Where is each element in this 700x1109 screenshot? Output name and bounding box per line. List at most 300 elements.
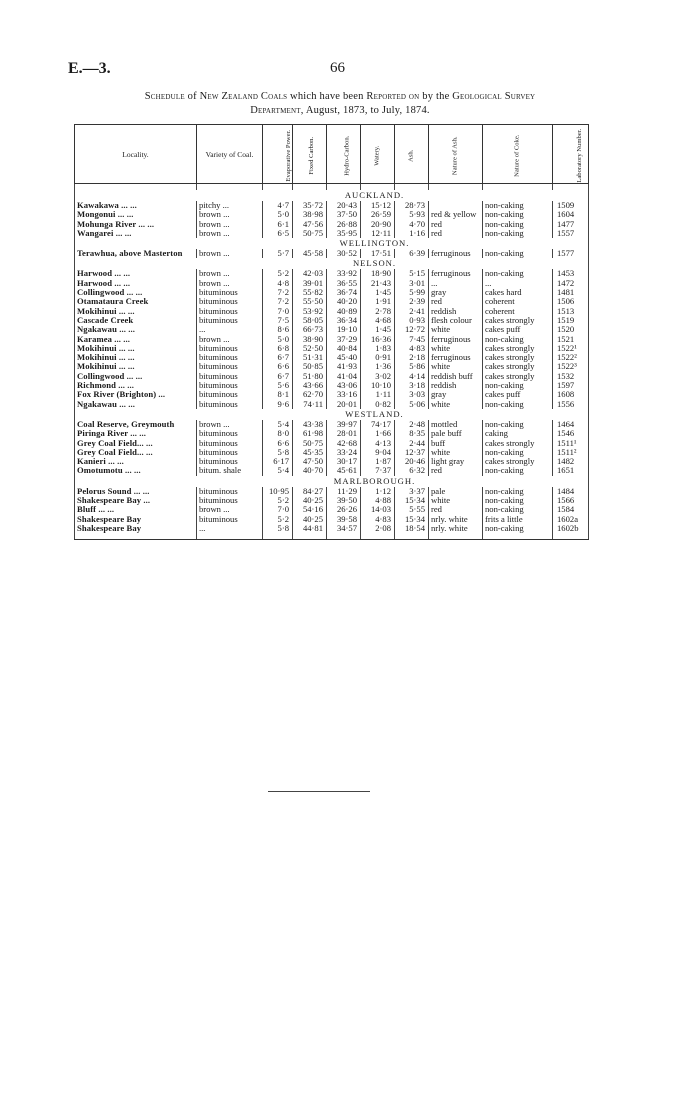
cell-lab-number: 1556 [553, 400, 589, 409]
cell-nature-ash: red [429, 505, 483, 514]
cell-ash: 2·41 [395, 307, 429, 316]
title-word: of [187, 91, 197, 102]
cell-nature-coke: coherent [483, 307, 553, 316]
cell-fixed-carbon: 43·66 [293, 381, 327, 390]
cell-nature-coke: cakes strongly [483, 439, 553, 448]
cell-nature-coke: cakes hard [483, 288, 553, 297]
col-header-locality: Locality. [75, 125, 197, 184]
cell-nature-coke: non-caking [483, 448, 553, 457]
table-row [75, 372, 589, 381]
cell-hydrocarbon: 33·92 [327, 269, 361, 278]
cell-hydrocarbon: 39·58 [327, 515, 361, 524]
cell-watery: 1·11 [361, 390, 395, 399]
cell-variety: brown ... [197, 420, 263, 429]
cell-hydrocarbon: 43·06 [327, 381, 361, 390]
cell-lab-number: 1532 [553, 372, 589, 381]
cell-evaporative: 6·7 [263, 353, 293, 362]
cell-nature-ash: ferruginous [429, 353, 483, 362]
cell-evaporative: 6·8 [263, 344, 293, 353]
cell-locality: Coal Reserve, Greymouth [75, 420, 197, 429]
cell-lab-number: 1522³ [553, 362, 589, 371]
cell-hydrocarbon: 39·97 [327, 420, 361, 429]
table-body [75, 184, 589, 540]
col-header-label: Nature of Coke. [513, 134, 521, 177]
cell-watery: 1·91 [361, 297, 395, 306]
document-title [60, 90, 620, 118]
cell-ash: 3·03 [395, 390, 429, 399]
cell-variety: bituminous [197, 487, 263, 496]
cell-watery: 1·87 [361, 457, 395, 466]
cell-evaporative: 6·6 [263, 439, 293, 448]
cell-variety: brown ... [197, 249, 263, 258]
title-word: New Zealand Coals [199, 91, 288, 102]
cell-variety: bituminous [197, 457, 263, 466]
cell-variety: brown ... [197, 220, 263, 229]
cell-lab-number: 1522¹ [553, 344, 589, 353]
cell-watery: 12·11 [361, 229, 395, 238]
cell-evaporative: 7·0 [263, 307, 293, 316]
col-header-nature-ash [429, 125, 483, 184]
table-row [75, 249, 589, 258]
cell-lab-number: 1453 [553, 269, 589, 278]
cell-evaporative: 10·95 [263, 487, 293, 496]
cell-hydrocarbon: 40·89 [327, 307, 361, 316]
table-row [75, 362, 589, 371]
cell-variety: bituminous [197, 400, 263, 409]
cell-hydrocarbon: 34·57 [327, 524, 361, 533]
cell-nature-coke: non-caking [483, 201, 553, 210]
cell-evaporative: 8·1 [263, 390, 293, 399]
cell-watery: 2·78 [361, 307, 395, 316]
col-header-evaporative [263, 125, 293, 184]
cell-ash: 0·93 [395, 316, 429, 325]
cell-locality: Mokihinui ... ... [75, 353, 197, 362]
cell-ash: 5·99 [395, 288, 429, 297]
cell-ash: 20·46 [395, 457, 429, 466]
cell-variety: brown ... [197, 505, 263, 514]
cell-watery: 74·17 [361, 420, 395, 429]
cell-nature-coke: cakes strongly [483, 353, 553, 362]
cell-hydrocarbon: 19·10 [327, 325, 361, 334]
cell-evaporative: 5·4 [263, 466, 293, 475]
table-row [75, 524, 589, 533]
cell-locality: Terawhua, above Masterton [75, 249, 197, 258]
cell-watery: 4·88 [361, 496, 395, 505]
cell-fixed-carbon: 61·98 [293, 429, 327, 438]
cell-locality: Harwood ... ... [75, 269, 197, 278]
cell-locality: Omotumotu ... ... [75, 466, 197, 475]
cell-nature-ash: gray [429, 288, 483, 297]
cell-nature-coke: non-caking [483, 220, 553, 229]
cell-variety: brown ... [197, 279, 263, 288]
cell-variety: brown ... [197, 335, 263, 344]
cell-ash: 12·72 [395, 325, 429, 334]
cell-variety: bitum. shale [197, 466, 263, 475]
col-header-lab-number [553, 125, 589, 184]
cell-lab-number: 1519 [553, 316, 589, 325]
table-row [75, 229, 589, 238]
cell-fixed-carbon: 55·82 [293, 288, 327, 297]
cell-lab-number: 1602b [553, 524, 589, 533]
cell-variety: bituminous [197, 344, 263, 353]
cell-evaporative: 8·0 [263, 429, 293, 438]
cell-fixed-carbon: 45·58 [293, 249, 327, 258]
cell-watery: 18·90 [361, 269, 395, 278]
cell-variety: pitchy ... [197, 201, 263, 210]
cell-hydrocarbon: 36·55 [327, 279, 361, 288]
cell-nature-ash: pale [429, 487, 483, 496]
cell-lab-number: 1482 [553, 457, 589, 466]
cell-watery: 3·02 [361, 372, 395, 381]
cell-lab-number: 1477 [553, 220, 589, 229]
cell-fixed-carbon: 44·81 [293, 524, 327, 533]
table-row [75, 353, 589, 362]
cell-locality: Piringa River ... ... [75, 429, 197, 438]
cell-nature-ash: pale buff [429, 429, 483, 438]
cell-watery: 15·12 [361, 201, 395, 210]
cell-lab-number: 1464 [553, 420, 589, 429]
cell-variety: bituminous [197, 288, 263, 297]
cell-locality: Mohunga River ... ... [75, 220, 197, 229]
cell-lab-number: 1509 [553, 201, 589, 210]
cell-lab-number: 1481 [553, 288, 589, 297]
cell-watery: 20·90 [361, 220, 395, 229]
cell-variety: bituminous [197, 381, 263, 390]
cell-fixed-carbon: 55·50 [293, 297, 327, 306]
cell-lab-number: 1566 [553, 496, 589, 505]
cell-variety: bituminous [197, 372, 263, 381]
cell-nature-coke: non-caking [483, 249, 553, 258]
cell-locality: Shakespeare Bay [75, 524, 197, 533]
cell-fixed-carbon: 45·35 [293, 448, 327, 457]
cell-nature-ash: light gray [429, 457, 483, 466]
col-header-label: Laboratory Number. [576, 128, 584, 183]
cell-nature-ash: red & yellow [429, 210, 483, 219]
cell-watery: 4·68 [361, 316, 395, 325]
cell-locality: Shakespeare Bay ... [75, 496, 197, 505]
table-row [75, 325, 589, 334]
cell-evaporative: 5·0 [263, 335, 293, 344]
table-row [75, 220, 589, 229]
cell-nature-ash [429, 201, 483, 210]
cell-locality: Pelorus Sound ... ... [75, 487, 197, 496]
cell-nature-coke: cakes strongly [483, 362, 553, 371]
cell-locality: Fox River (Brighton) ... [75, 390, 197, 399]
cell-locality: Grey Coal Field... ... [75, 448, 197, 457]
table-row [75, 316, 589, 325]
cell-ash: 28·73 [395, 201, 429, 210]
cell-hydrocarbon: 39·50 [327, 496, 361, 505]
cell-variety: ... [197, 325, 263, 334]
cell-variety: bituminous [197, 316, 263, 325]
cell-locality: Mokihinui ... ... [75, 362, 197, 371]
cell-fixed-carbon: 47·50 [293, 457, 327, 466]
cell-nature-coke: non-caking [483, 400, 553, 409]
region-row [75, 238, 589, 249]
cell-hydrocarbon: 33·16 [327, 390, 361, 399]
table-row [75, 201, 589, 210]
cell-nature-ash: ferruginous [429, 269, 483, 278]
cell-evaporative: 5·4 [263, 420, 293, 429]
cell-lab-number: 1546 [553, 429, 589, 438]
cell-fixed-carbon: 42·03 [293, 269, 327, 278]
cell-lab-number: 1520 [553, 325, 589, 334]
table-row [75, 400, 589, 409]
region-row [75, 258, 589, 269]
cell-variety: bituminous [197, 353, 263, 362]
cell-variety: brown ... [197, 229, 263, 238]
cell-nature-ash: red [429, 220, 483, 229]
cell-nature-ash: white [429, 344, 483, 353]
cell-fixed-carbon: 50·75 [293, 439, 327, 448]
cell-nature-ash: buff [429, 439, 483, 448]
table-row [75, 390, 589, 399]
cell-lab-number: 1513 [553, 307, 589, 316]
cell-locality: Mokihinui ... ... [75, 344, 197, 353]
cell-watery: 10·10 [361, 381, 395, 390]
cell-variety: bituminous [197, 307, 263, 316]
cell-locality: Kawakawa ... ... [75, 201, 197, 210]
cell-locality: Collingwood ... ... [75, 288, 197, 297]
cell-nature-coke: cakes strongly [483, 316, 553, 325]
cell-ash: 3·18 [395, 381, 429, 390]
cell-nature-coke: non-caking [483, 269, 553, 278]
cell-locality: Otamataura Creek [75, 297, 197, 306]
cell-variety: brown ... [197, 210, 263, 219]
cell-nature-ash: mottled [429, 420, 483, 429]
cell-nature-coke: cakes puff [483, 390, 553, 399]
cell-nature-coke: non-caking [483, 505, 553, 514]
cell-hydrocarbon: 41·93 [327, 362, 361, 371]
cell-ash: 2·18 [395, 353, 429, 362]
cell-variety: bituminous [197, 429, 263, 438]
cell-watery: 1·45 [361, 325, 395, 334]
cell-evaporative: 7·2 [263, 288, 293, 297]
cell-watery: 1·83 [361, 344, 395, 353]
cell-nature-ash: ferruginous [429, 335, 483, 344]
cell-nature-ash: white [429, 362, 483, 371]
cell-hydrocarbon: 30·17 [327, 457, 361, 466]
cell-nature-ash: red [429, 229, 483, 238]
col-header-nature-coke [483, 125, 553, 184]
cell-fixed-carbon: 40·25 [293, 496, 327, 505]
table-row [75, 429, 589, 438]
cell-ash: 4·14 [395, 372, 429, 381]
cell-ash: 5·06 [395, 400, 429, 409]
cell-fixed-carbon: 39·01 [293, 279, 327, 288]
cell-nature-ash: flesh colour [429, 316, 483, 325]
region-heading: MARLBOROUGH. [333, 475, 416, 486]
cell-ash: 15·34 [395, 496, 429, 505]
cell-nature-coke: non-caking [483, 466, 553, 475]
cell-evaporative: 7·0 [263, 505, 293, 514]
cell-variety: bituminous [197, 390, 263, 399]
cell-nature-coke: non-caking [483, 381, 553, 390]
cell-hydrocarbon: 11·29 [327, 487, 361, 496]
cell-lab-number: 1604 [553, 210, 589, 219]
cell-watery: 26·59 [361, 210, 395, 219]
cell-hydrocarbon: 28·01 [327, 429, 361, 438]
table-row [75, 439, 589, 448]
cell-nature-ash: red [429, 466, 483, 475]
col-header-label: Fixed Carbon. [308, 136, 316, 175]
cell-locality: Karamea ... ... [75, 335, 197, 344]
cell-fixed-carbon: 84·27 [293, 487, 327, 496]
cell-nature-coke: ... [483, 279, 553, 288]
cell-ash: 2·44 [395, 439, 429, 448]
closing-rule [268, 791, 370, 792]
cell-nature-coke: non-caking [483, 229, 553, 238]
cell-fixed-carbon: 54·16 [293, 505, 327, 514]
cell-evaporative: 5·2 [263, 269, 293, 278]
cell-variety: bituminous [197, 496, 263, 505]
table-row [75, 288, 589, 297]
cell-lab-number: 1511² [553, 448, 589, 457]
table-row [75, 269, 589, 278]
cell-fixed-carbon: 53·92 [293, 307, 327, 316]
cell-ash: 5·15 [395, 269, 429, 278]
cell-watery: 9·04 [361, 448, 395, 457]
cell-nature-ash: white [429, 400, 483, 409]
page-number: 66 [330, 60, 345, 76]
cell-hydrocarbon: 40·20 [327, 297, 361, 306]
cell-fixed-carbon: 40·25 [293, 515, 327, 524]
cell-nature-ash: red [429, 297, 483, 306]
cell-locality: Richmond ... ... [75, 381, 197, 390]
cell-evaporative: 5·6 [263, 381, 293, 390]
title-word: August, 1873, to July, 1874. [305, 105, 430, 116]
table-row [75, 297, 589, 306]
cell-nature-coke: cakes puff [483, 325, 553, 334]
cell-ash: 5·93 [395, 210, 429, 219]
title-word: Reported on [366, 91, 420, 102]
cell-fixed-carbon: 47·56 [293, 220, 327, 229]
cell-lab-number: 1522² [553, 353, 589, 362]
cell-evaporative: 8·6 [263, 325, 293, 334]
cell-watery: 16·36 [361, 335, 395, 344]
cell-ash: 4·83 [395, 344, 429, 353]
table-bottom-border [75, 533, 589, 540]
cell-hydrocarbon: 42·68 [327, 439, 361, 448]
cell-lab-number: 1651 [553, 466, 589, 475]
cell-nature-ash: nrly. white [429, 515, 483, 524]
cell-fixed-carbon: 62·70 [293, 390, 327, 399]
region-heading: NELSON. [352, 258, 397, 269]
cell-watery: 1·12 [361, 487, 395, 496]
cell-ash: 12·37 [395, 448, 429, 457]
cell-lab-number: 1472 [553, 279, 589, 288]
cell-watery: 17·51 [361, 249, 395, 258]
cell-hydrocarbon: 20·01 [327, 400, 361, 409]
cell-evaporative: 5·7 [263, 249, 293, 258]
cell-variety: ... [197, 524, 263, 533]
table-row [75, 487, 589, 496]
coal-schedule-table-wrapper [74, 124, 588, 540]
cell-hydrocarbon: 26·26 [327, 505, 361, 514]
cell-ash: 18·54 [395, 524, 429, 533]
cell-nature-coke: non-caking [483, 335, 553, 344]
cell-ash: 1·16 [395, 229, 429, 238]
cell-nature-coke: non-caking [483, 524, 553, 533]
col-header-ash [395, 125, 429, 184]
cell-nature-ash: white [429, 496, 483, 505]
cell-lab-number: 1597 [553, 381, 589, 390]
cell-hydrocarbon: 33·24 [327, 448, 361, 457]
cell-ash: 7·45 [395, 335, 429, 344]
region-row [75, 476, 589, 487]
cell-hydrocarbon: 36·74 [327, 288, 361, 297]
col-header-label: Watery. [373, 145, 381, 166]
cell-watery: 1·66 [361, 429, 395, 438]
cell-nature-ash: white [429, 448, 483, 457]
cell-evaporative: 5·2 [263, 496, 293, 505]
coal-schedule-table [74, 124, 589, 540]
cell-evaporative: 6·17 [263, 457, 293, 466]
col-header-label: Evaporative Power. [285, 129, 293, 182]
cell-ash: 5·86 [395, 362, 429, 371]
cell-variety: bituminous [197, 439, 263, 448]
cell-hydrocarbon: 40·84 [327, 344, 361, 353]
table-row [75, 279, 589, 288]
cell-watery: 14·03 [361, 505, 395, 514]
cell-watery: 1·45 [361, 288, 395, 297]
cell-nature-ash: white [429, 325, 483, 334]
cell-variety: brown ... [197, 269, 263, 278]
title-word: by the [422, 91, 450, 102]
cell-nature-coke: cakes strongly [483, 372, 553, 381]
cell-fixed-carbon: 51·31 [293, 353, 327, 362]
table-row [75, 420, 589, 429]
cell-watery: 7·37 [361, 466, 395, 475]
cell-ash: 15·34 [395, 515, 429, 524]
region-heading: AUCKLAND. [344, 190, 405, 200]
cell-fixed-carbon: 38·98 [293, 210, 327, 219]
cell-ash: 8·35 [395, 429, 429, 438]
region-heading: WESTLAND. [345, 408, 404, 419]
cell-fixed-carbon: 38·90 [293, 335, 327, 344]
cell-lab-number: 1608 [553, 390, 589, 399]
cell-lab-number: 1577 [553, 249, 589, 258]
cell-fixed-carbon: 50·85 [293, 362, 327, 371]
cell-nature-coke: non-caking [483, 487, 553, 496]
cell-nature-coke: cakes strongly [483, 344, 553, 353]
cell-ash: 4·70 [395, 220, 429, 229]
cell-locality: Shakespeare Bay [75, 515, 197, 524]
cell-nature-coke: coherent [483, 297, 553, 306]
cell-fixed-carbon: 51·80 [293, 372, 327, 381]
cell-evaporative: 6·6 [263, 362, 293, 371]
cell-ash: 6·39 [395, 249, 429, 258]
cell-ash: 2·39 [395, 297, 429, 306]
cell-lab-number: 1484 [553, 487, 589, 496]
header-row [75, 125, 589, 184]
cell-locality: Bluff ... ... [75, 505, 197, 514]
region-row [75, 190, 589, 201]
cell-fixed-carbon: 58·05 [293, 316, 327, 325]
cell-lab-number: 1557 [553, 229, 589, 238]
cell-locality: Ngakawau ... ... [75, 400, 197, 409]
cell-nature-coke: cakes strongly [483, 457, 553, 466]
col-header-label: Ash. [407, 149, 415, 162]
cell-lab-number: 1506 [553, 297, 589, 306]
table-row [75, 210, 589, 219]
cell-nature-ash: ferruginous [429, 249, 483, 258]
table-row [75, 335, 589, 344]
cell-watery: 0·91 [361, 353, 395, 362]
cell-watery: 2·08 [361, 524, 395, 533]
cell-nature-ash: gray [429, 390, 483, 399]
table-row [75, 307, 589, 316]
